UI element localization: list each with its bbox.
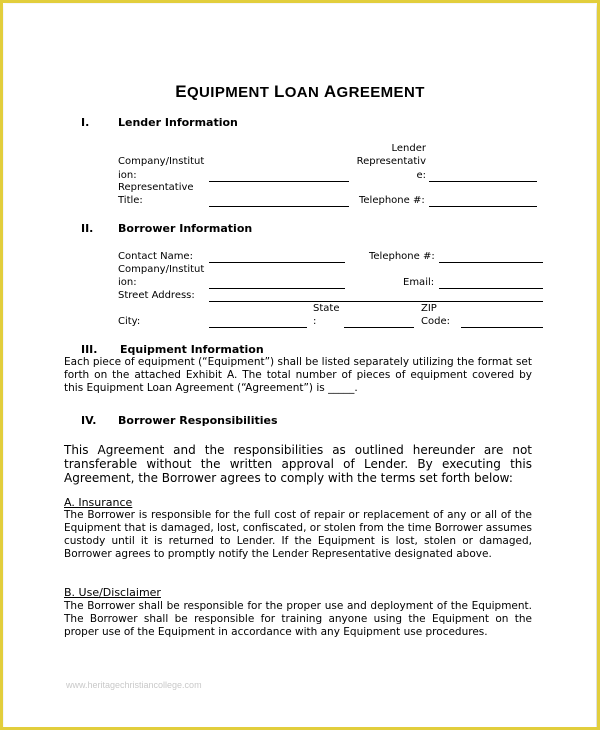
borrower-city-field[interactable] (209, 327, 307, 328)
borrower-email-field[interactable] (439, 288, 543, 289)
borrower-zip-label-2: Code: (421, 316, 450, 327)
lender-company-label-1: Company/Institut (118, 156, 205, 167)
title-word-3: AGREEMENT (323, 82, 425, 101)
responsibilities-intro: This Agreement and the responsibilities as outlined hereunder are not transferable without the written approval of Lender. By executing this Agreement, the Borrower agrees to comply with the terms set forth below: (64, 443, 532, 485)
document-title (4, 82, 596, 102)
section-4-numeral: IV. (81, 414, 97, 427)
watermark-text: www.heritagechristiancollege.com (66, 680, 202, 690)
use-disclaimer-heading: B. Use/Disclaimer (64, 586, 161, 599)
borrower-email-label: Email: (403, 277, 435, 288)
lender-rep-title-label-2: Title: (118, 195, 143, 206)
section-2-numeral: II. (81, 222, 94, 235)
title-word-2: LOAN (273, 82, 320, 101)
section-1-heading: Lender Information (118, 116, 238, 129)
equipment-paragraph: Each piece of equipment (“Equipment”) shall be listed separately utilizing the format set forth on the attached Exhibit A. The total number of pieces of equipment covered by this Equipment Loan Agreement (“Agreement”) is _____. (64, 356, 532, 394)
borrower-street-field[interactable] (209, 301, 543, 302)
lender-company-label-2: ion: (118, 170, 137, 181)
borrower-telephone-label: Telephone #: (369, 251, 435, 262)
borrower-street-label: Street Address: (118, 290, 195, 301)
borrower-company-field[interactable] (209, 288, 345, 289)
lender-company-field[interactable] (209, 181, 349, 182)
lender-telephone-field[interactable] (429, 206, 537, 207)
borrower-company-label-1: Company/Institut (118, 264, 205, 275)
borrower-state-field[interactable] (344, 327, 414, 328)
lender-rep-label-2: Representativ (356, 156, 426, 167)
section-3-heading: Equipment Information (120, 343, 264, 356)
borrower-zip-label-1: ZIP (421, 303, 437, 314)
borrower-company-label-2: ion: (118, 277, 137, 288)
section-2-heading: Borrower Information (118, 222, 253, 235)
lender-telephone-label: Telephone #: (359, 195, 425, 206)
lender-rep-label-1: Lender (391, 143, 426, 154)
section-3-numeral: III. (81, 343, 98, 356)
use-disclaimer-paragraph: The Borrower shall be responsible for the proper use and deployment of the Equipment. The Borrower shall be responsible for training anyone using the Equipment on the proper use of the Equipment in accordance with any Equipment use procedures. (64, 600, 532, 638)
lender-rep-title-label-1: Representative (118, 182, 194, 193)
borrower-state-label-2: : (313, 316, 317, 327)
borrower-contact-field[interactable] (209, 262, 345, 263)
lender-rep-field[interactable] (429, 181, 537, 182)
borrower-contact-label: Contact Name: (118, 251, 193, 262)
lender-rep-title-field[interactable] (209, 206, 349, 207)
section-4-heading: Borrower Responsibilities (118, 414, 278, 427)
insurance-heading: A. Insurance (64, 496, 133, 509)
title-word-1: EQUIPMENT (175, 82, 270, 101)
lender-rep-label-3: e: (416, 170, 426, 181)
section-1-numeral: I. (81, 116, 90, 129)
borrower-state-label-1: State (313, 303, 340, 314)
borrower-city-label: City: (118, 316, 141, 327)
insurance-paragraph: The Borrower is responsible for the full cost of repair or replacement of any or all of the Equipment that is damaged, lost, confiscated, or stolen from the time Borrower assumes custody until it is returned to Lender. If the Equipment is lost, stolen or damaged, Borrower agrees to promptly notify the Lender Representative designated above. (64, 509, 532, 560)
document-page (4, 4, 596, 728)
borrower-telephone-field[interactable] (439, 262, 543, 263)
borrower-zip-field[interactable] (461, 327, 543, 328)
